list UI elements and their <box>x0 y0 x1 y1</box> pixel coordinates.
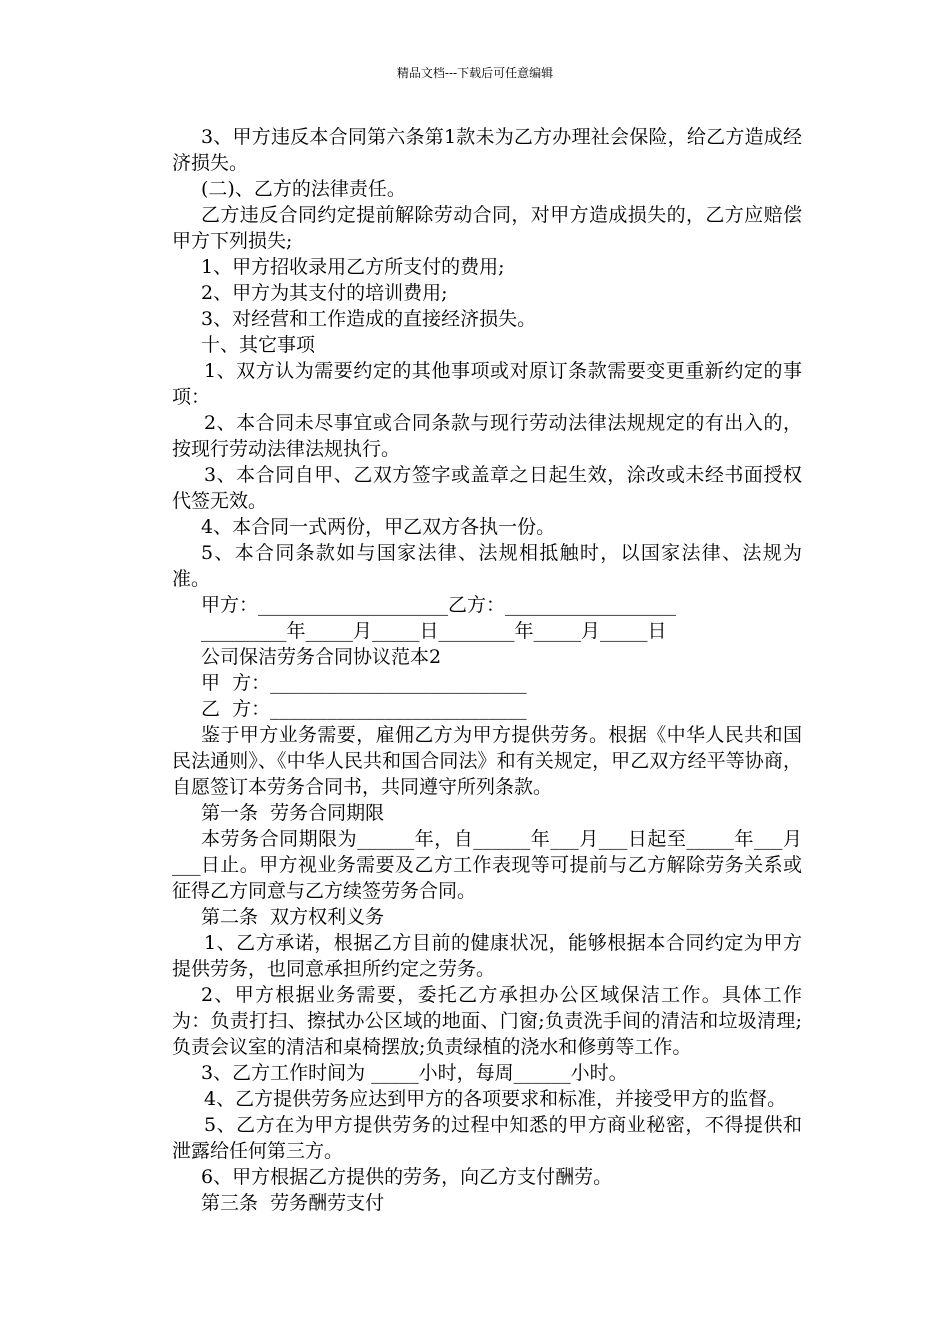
section-heading: 十、其它事项 <box>201 334 316 356</box>
paragraph: 鉴于甲方业务需要，雇佣乙方为甲方提供劳务。根据《中华人民共和国民法通则》、《中华人民共和国合同法》和有关规定，甲乙双方经平等协商，自愿签订本劳务合同书，共同遵守所列条款。 <box>172 724 802 798</box>
party-b-line: 乙 方：___________________________ <box>201 698 527 720</box>
article-heading: 第三条 劳务酬劳支付 <box>201 1192 385 1214</box>
paragraph: 4、本合同一式两份，甲乙双方各执一份。 <box>201 516 556 538</box>
signature-line: 甲方：____________________乙方：__________________ <box>201 594 677 616</box>
paragraph: 6、甲方根据乙方提供的劳务，向乙方支付酬劳。 <box>201 1166 613 1188</box>
paragraph: 2、甲方为其支付的培训费用; <box>201 282 448 304</box>
paragraph: 2、甲方根据业务需要，委托乙方承担办公区域保洁工作。具体工作为：负责打扫、擦拭办公区域的地面、门窗;负责洗手间的清洁和垃圾清理;负责会议室的清洁和桌椅摆放;负责绿植的浇水和修剪等工作。 <box>172 984 802 1058</box>
paragraph: 3、本合同自甲、乙双方签字或盖章之日起生效，涂改或未经书面授权代签无效。 <box>172 464 802 512</box>
paragraph: 3、对经营和工作造成的直接经济损失。 <box>201 308 537 330</box>
document-body <box>172 124 802 1216</box>
paragraph: 2、本合同未尽事宜或合同条款与现行劳动法律法规规定的有出入的，按现行劳动法律法规执行。 <box>172 412 802 460</box>
paragraph: 3、乙方工作时间为 _____小时，每周______小时。 <box>201 1062 628 1084</box>
paragraph: (二)、乙方的法律责任。 <box>201 178 406 200</box>
paragraph: 本劳务合同期限为______年，自______年___月___日起至_____年___月___日止。甲方视业务需要及乙方工作表现等可提前与乙方解除劳务关系或征得乙方同意与乙方续签劳务合同。 <box>172 828 802 902</box>
date-line: _________年_____月_____日________年_____月_____日 <box>201 620 667 642</box>
paragraph: 乙方违反合同约定提前解除劳动合同，对甲方造成损失的，乙方应赔偿甲方下列损失; <box>172 204 802 252</box>
paragraph: 3、甲方违反本合同第六条第1款未为乙方办理社会保险，给乙方造成经济损失。 <box>172 126 802 174</box>
paragraph: 4、乙方提供劳务应达到甲方的各项要求和标准，并接受甲方的监督。 <box>204 1088 787 1110</box>
paragraph: 5、乙方在为甲方提供劳务的过程中知悉的甲方商业秘密，不得提供和泄露给任何第三方。 <box>172 1114 802 1162</box>
article-heading: 第二条 双方权利义务 <box>201 906 385 928</box>
article-heading: 第一条 劳务合同期限 <box>201 802 385 824</box>
document-title: 公司保洁劳务合同协议范本2 <box>201 646 442 668</box>
paragraph: 1、甲方招收录用乙方所支付的费用; <box>201 256 505 278</box>
paragraph: 5、本合同条款如与国家法律、法规相抵触时，以国家法律、法规为准。 <box>172 542 802 590</box>
party-a-line: 甲 方：___________________________ <box>201 672 527 694</box>
page-header: 精品文档---下载后可任意编辑 <box>396 66 554 80</box>
paragraph: 1、双方认为需要约定的其他事项或对原订条款需要变更重新约定的事项： <box>172 360 802 408</box>
paragraph: 1、乙方承诺，根据乙方目前的健康状况，能够根据本合同约定为甲方提供劳务，也同意承担所约定之劳务。 <box>172 932 802 980</box>
